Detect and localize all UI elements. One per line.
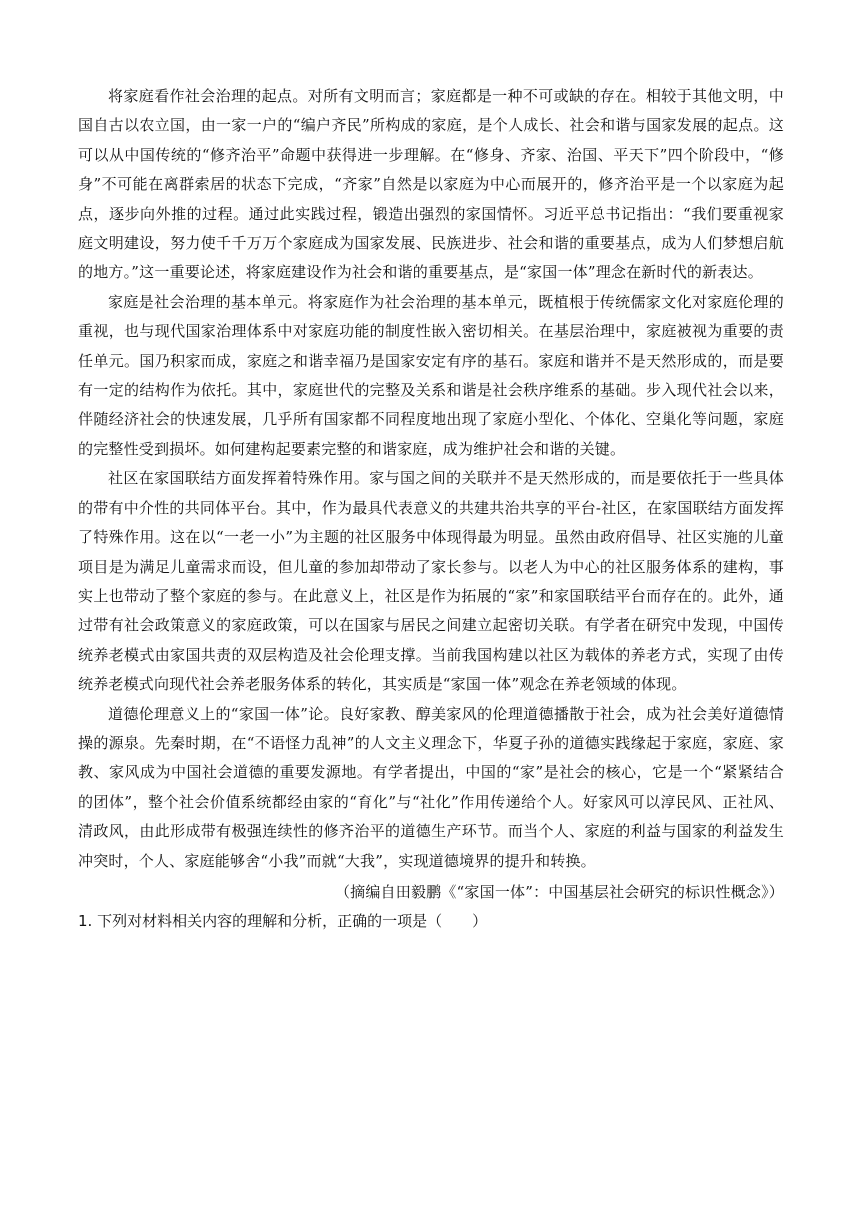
paragraph-family-basic-unit: 家庭是社会治理的基本单元。将家庭作为社会治理的基本单元，既植根于传统儒家文化对家庭伦理的重视，也与现代国家治理体系中对家庭功能的制度性嵌入密切相关。在基层治理中，家庭被视为重要的责任单元。国乃积家而成，家庭之和谐幸福乃是国家安定有序的基石。家庭和谐并不是天然形成的，而是要有一定的结构作为依托。其中，家庭世代的完整及关系和谐是社会秩序维系的基础。步入现代社会以来，伴随经济社会的快速发展，几乎所有国家都不同程度地出现了家庭小型化、个体化、空巢化等问题，家庭的完整性受到损坏。如何建构起要素完整的和谐家庭，成为维护社会和谐的关键。 <box>78 292 784 458</box>
paragraph-family-starting-point: 将家庭看作社会治理的起点。对所有文明而言；家庭都是一种不可或缺的存在。相较于其他文明，中国自古以农立国，由一家一户的“编户齐民”所构成的家庭，是个人成长、社会和谐与国家发展的起点。这可以从中国传统的“修齐治平”命题中获得进一步理解。在“修身、齐家、治国、平天下”四个阶段中，“修身”不可能在离群索居的状态下完成，“齐家”自然是以家庭为中心而展开的，修齐治平是一个以家庭为起点，逐步向外推的过程。通过此实践过程，锻造出强烈的家国情怀。习近平总书记指出：“我们要重视家庭文明建设，努力使千千万万个家庭成为国家发展、民族进步、社会和谐的重要基点，成为人们梦想启航的地方。”这一重要论述，将家庭建设作为社会和谐的重要基点，是“家国一体”理念在新时代的新表达。 <box>78 87 784 282</box>
question-1: 1. 下列对材料相关内容的理解和分析，正确的一项是（ ） <box>78 912 488 931</box>
source-citation: （摘编自田毅鹏《“家国一体”：中国基层社会研究的标识性概念》） <box>334 882 784 901</box>
paragraph-community-role: 社区在家国联结方面发挥着特殊作用。家与国之间的关联并不是天然形成的，而是要依托于一些具体的带有中介性的共同体平台。其中，作为最具代表意义的共建共治共享的平台-社区，在家国联结方面发挥了特殊作用。这在以“一老一小”为主题的社区服务中体现得最为明显。虽然由政府倡导、社区实施的儿童项目是为满足儿童需求而设，但儿童的参加却带动了家长参与。以老人为中心的社区服务体系的建构，事实上也带动了整个家庭的参与。在此意义上，社区是作为拓展的“家”和家国联结平台而存在的。此外，通过带有社会政策意义的家庭政策，可以在国家与居民之间建立起密切关联。有学者在研究中发现，中国传统养老模式由家国共责的双层构造及社会伦理支撑。当前我国构建以社区为载体的养老方式，实现了由传统养老模式向现代社会养老服务体系的转化，其实质是“家国一体”观念在养老领域的体现。 <box>78 469 784 694</box>
paragraph-moral-ethics: 道德伦理意义上的“家国一体”论。良好家教、醇美家风的伦理道德播散于社会，成为社会美好道德情操的源泉。先秦时期，在“不语怪力乱神”的人文主义理念下，华夏子孙的道德实践缘起于家庭，家庭、家教、家风成为中国社会道德的重要发源地。有学者提出，中国的“家”是社会的核心，它是一个“紧紧结合的团体”，整个社会价值系统都经由家的“育化”与“社化”作用传递给个人。好家风可以淳民风、正社风、清政风，由此形成带有极强连续性的修齐治平的道德生产环节。而当个人、家庭的利益与国家的利益发生冲突时，个人、家庭能够舍“小我”而就“大我”，实现道德境界的提升和转换。 <box>78 704 784 870</box>
document-page <box>78 82 784 937</box>
